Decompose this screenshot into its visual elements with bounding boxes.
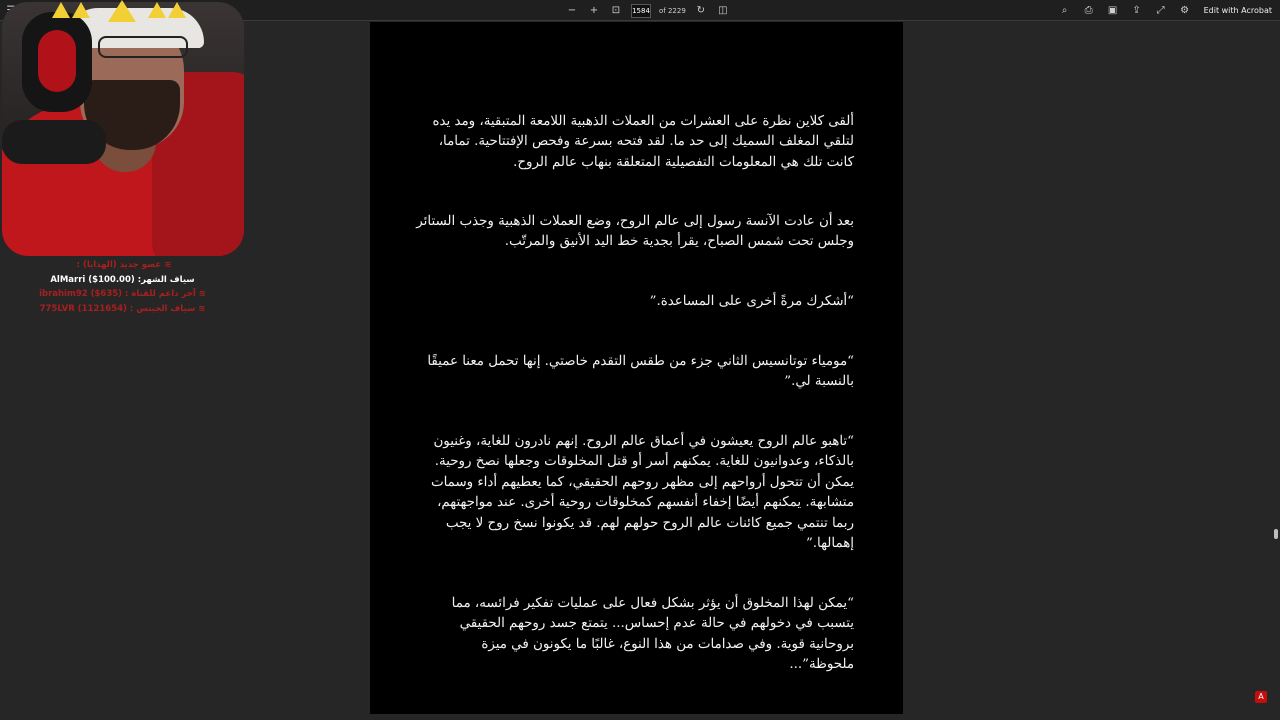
print-icon[interactable]: ⎙ — [1084, 4, 1093, 16]
fullscreen-icon[interactable]: ⤢ — [1156, 4, 1165, 16]
zoom-in-button[interactable]: + — [589, 4, 599, 16]
paragraph-3: “أشكرك مرةً أخرى على المساعدة.” — [649, 294, 854, 309]
pdf-page — [370, 22, 903, 714]
acrobat-logo-icon[interactable]: A — [1255, 691, 1267, 703]
page-view-icon[interactable]: ◫ — [718, 4, 728, 16]
headset-earcup — [38, 30, 76, 92]
microphone-icon — [2, 120, 106, 164]
webcam-feed — [2, 2, 244, 256]
zoom-out-button[interactable]: − — [567, 4, 577, 16]
fit-page-icon[interactable]: ⊡ — [611, 4, 621, 16]
alert-last-supporter: ≋ آخر داعم للقناة : (635$) ibrahim92 — [39, 289, 206, 299]
settings-icon[interactable]: ⚙ — [1180, 4, 1190, 16]
paragraph-6: “يمكن لهذا المخلوق أن يؤثر بشكل فعال على عمليات تفكير فرائسه، مما يتسبب في دخولهم في حالة عدم إحساس... يتمتع جسد روحهم الحقيقي بروحانية قوية. وفي صدامات من هذا النوع، غالبًا ما يكونون في ميزة ملحوظة”... — [451, 596, 854, 673]
toolbar-center — [565, 0, 730, 21]
share-icon[interactable]: ⇪ — [1132, 4, 1141, 16]
paragraph-1: ألقى كلاين نظرة على العشرات من العملات الذهبية اللامعة المتبقية، ومد يده لتلقي المغلف السميك إلى حد ما. لقد فتحه بسرعة وفحص الإفتتاحية. تماما، كانت تلك هي المعلومات التفصيلية المتعلقة بنهاب عالم الروح. — [432, 114, 854, 170]
rotate-icon[interactable]: ↻ — [696, 4, 705, 16]
scrollbar-thumb[interactable] — [1274, 529, 1278, 539]
webcam-overlay — [0, 0, 245, 258]
crown-icon — [48, 0, 198, 24]
toolbar-right — [1058, 0, 1274, 21]
page-total: of 2229 — [659, 6, 686, 15]
stream-alerts — [0, 258, 245, 316]
page-number-input[interactable]: 1584 — [631, 4, 651, 18]
streamer-glasses — [98, 36, 188, 58]
vertical-scrollbar[interactable] — [1272, 22, 1280, 720]
save-icon[interactable]: ▣ — [1107, 4, 1118, 16]
edit-with-acrobat-button[interactable]: Edit with Acrobat — [1203, 6, 1272, 15]
alert-top-donor-month: سياف الشهر: AlMarri ($100.00) — [50, 274, 195, 285]
alert-bits: ≋ سياف الجيتس : (1121654) 775LVR — [39, 303, 206, 314]
paragraph-5: “تاهبو عالم الروح يعيشون في أعماق عالم الروح. إنهم نادرون للغاية، وغنيون بالذكاء، وعدوانيون للغاية. يمكنهم أسر أو قتل المخلوقات وجعلها نصخ روحية. يمكن أن تتحول أرواحهم إلى مظهر روحهم الحقيقي، كما يعطيهم أداء وسمات متشابهة. يمكنهم أيضًا إخفاء أنفسهم كمخلوقات روحية أخرى. عند مواجهتهم، ربما تنتمي جميع كائنات عالم الروح حولهم لهم. قد يكونوا نسخ روح لا يجب إهمالها.” — [430, 434, 854, 552]
paragraph-2: بعد أن عادت الآنسة رسول إلى عالم الروح، وضع العملات الذهبية وجذب الستائر وجلس تحت شمس الصباح، يقرأ بجدية خط اليد الأنيق والمرتّب. — [416, 214, 854, 250]
paragraph-4: “مومياء توتانسيس الثاني جزء من طقس التقدم خاصتي. إنها تحمل معنا عميقًا بالنسبة لي.” — [427, 354, 854, 390]
alert-new-member: ≋ عضو جديد (الهدايا) : ‏ — [73, 260, 172, 270]
search-icon[interactable]: ⌕ — [1061, 4, 1068, 16]
